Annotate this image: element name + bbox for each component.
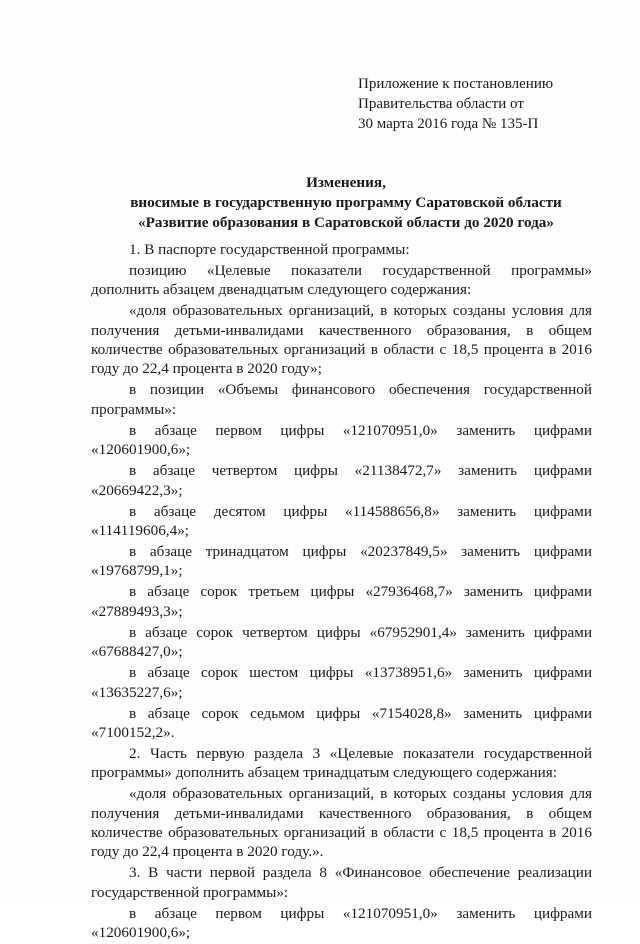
appendix-line-3: 30 марта 2016 года № 135-П bbox=[358, 116, 539, 132]
title-line-2: вносимые в государственную программу Саратовской области bbox=[130, 194, 562, 211]
paragraph-replacement: в абзаце сорок седьмом цифры «7154028,8» заменить цифрами «7100152,2». bbox=[91, 704, 592, 741]
paragraph-section-3: 3. В части первой раздела 8 «Финансовое обеспечение реализации государственной программы»: bbox=[91, 864, 592, 901]
appendix-line-2: Правительства области от bbox=[358, 96, 524, 112]
paragraph-section-2: 2. Часть первую раздела 3 «Целевые показатели государственной программы» дополнить абзацем тринадцатым следующего содержания: bbox=[91, 744, 592, 782]
paragraph-quote: «доля образовательных организаций, в которых созданы условия для получения детьми-инвалидами качественного образования, в общем количестве образовательных организаций в области с 18,5 процента в 2016 году до 22,4 процента в 2020 году»; bbox=[91, 302, 592, 378]
paragraph-replacement: в абзаце сорок четвертом цифры «67952901,4» заменить цифрами «67688427,0»; bbox=[91, 623, 592, 661]
document-body bbox=[91, 240, 592, 944]
paragraph: в позиции «Объемы финансового обеспечения государственной программы»: bbox=[91, 381, 592, 418]
appendix-header bbox=[358, 74, 618, 134]
paragraph-replacement: в абзаце сорок шестом цифры «13738951,6» заменить цифрами «13635227,6»; bbox=[91, 664, 592, 701]
paragraph-replacement: в абзаце первом цифры «121070951,0» заменить цифрами «120601900,6»; bbox=[91, 904, 592, 942]
paragraph-replacement: в абзаце десятом цифры «114588656,8» заменить цифрами «114119606,4»; bbox=[91, 502, 592, 539]
paragraph-quote: «доля образовательных организаций, в которых созданы условия для получения детьми-инвалидами качественного образования, в общем количестве образовательных организаций в области с 18,5 процента в 2016 году до 22,4 процента в 2020 году.». bbox=[91, 785, 592, 861]
appendix-line-1: Приложение к постановлению bbox=[358, 76, 554, 92]
paragraph-section-1: 1. В паспорте государственной программы: bbox=[129, 241, 410, 258]
title-line-3: «Развитие образования в Саратовской области до 2020 года» bbox=[137, 214, 554, 231]
paragraph: позицию «Целевые показатели государственной программы» дополнить абзацем двенадцатым следующего содержания: bbox=[91, 262, 592, 299]
document-title bbox=[60, 173, 632, 233]
paragraph-replacement: в абзаце сорок третьем цифры «27936468,7» заменить цифрами «27889493,3»; bbox=[91, 583, 592, 620]
paragraph-replacement: в абзаце четвертом цифры «21138472,7» заменить цифрами «20669422,3»; bbox=[91, 462, 592, 499]
title-line-1: Изменения, bbox=[306, 174, 386, 191]
paragraph-replacement: в абзаце тринадцатом цифры «20237849,5» заменить цифрами «19768799,1»; bbox=[91, 543, 592, 580]
paragraph-replacement: в абзаце первом цифры «121070951,0» заменить цифрами «120601900,6»; bbox=[91, 421, 592, 459]
